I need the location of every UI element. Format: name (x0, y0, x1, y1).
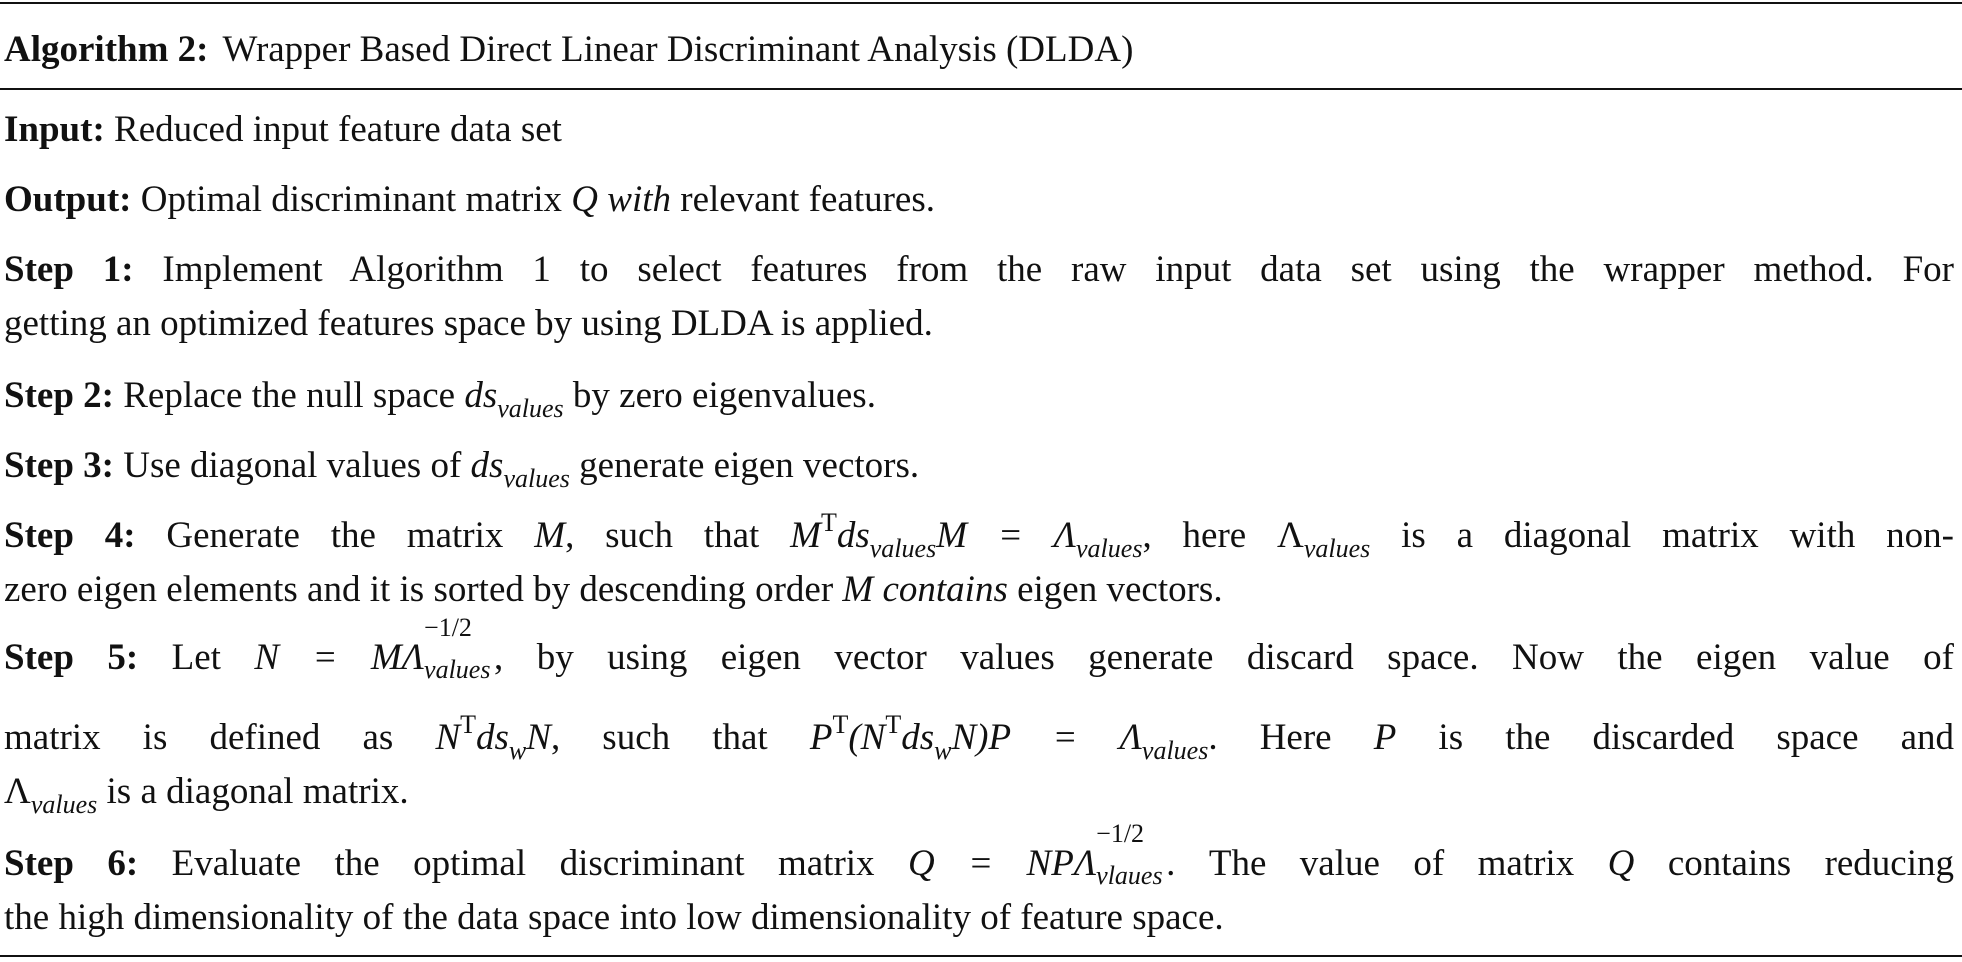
step2-sub: values (497, 394, 564, 423)
step1-text-1: Implement Algorithm 1 to select features from the raw input data set using the wrapper method. For (162, 249, 1955, 290)
step2-text-b: by zero eigenvalues. (572, 375, 876, 416)
header-rule (0, 88, 1962, 90)
step5-sup-t1: T (460, 710, 477, 739)
step4-math-eq: M = Λ (936, 515, 1077, 556)
step1-line1 (4, 246, 1954, 294)
step2-label: Step 2: (4, 375, 114, 416)
top-rule (0, 2, 1962, 4)
step5-line2-p: P (809, 717, 833, 758)
step4-sup-t: T (820, 508, 837, 537)
step5-supsub (424, 613, 494, 684)
step5-line3-b: is a diagonal matrix. (106, 771, 409, 812)
step6-text-2: the high dimensionality of the data space into low dimensionality of feature space. (4, 897, 1224, 938)
step5-line3-sub: values (30, 790, 98, 819)
step5-math: N = MΛ (254, 637, 425, 678)
step5-line2-f: is the discarded space and (1438, 717, 1955, 758)
input-label: Input: (4, 109, 105, 150)
step5-line2-b: , such that (550, 717, 768, 758)
step5-line2-e: . Here (1208, 717, 1332, 758)
step5-line3-a: Λ (4, 771, 31, 812)
step5-line1 (4, 613, 1954, 684)
step5-sup: −1/2 (424, 613, 472, 642)
step4-line1 (4, 508, 1955, 563)
step2-line (4, 372, 1954, 423)
step3-label: Step 3: (4, 445, 114, 486)
step6-supsub (1096, 819, 1166, 890)
step3-text-a: Use diagonal values of (123, 445, 462, 486)
step4-text-d: is a diagonal matrix with non- (1401, 515, 1955, 556)
step4-text-a: Generate the matrix (166, 515, 504, 556)
output-text-b: relevant features. (680, 179, 936, 220)
step4-label: Step 4: (4, 515, 136, 556)
step5-sub-values: values (1141, 736, 1209, 765)
step2-math: ds (464, 375, 498, 416)
step5-text-b: , by using eigen vector values generate discard space. Now the eigen value of (494, 637, 1954, 678)
step6-label: Step 6: (4, 843, 139, 884)
step6-text-a: Evaluate the optimal discriminant matrix (171, 843, 875, 884)
step1-line2 (4, 300, 1954, 348)
step4-line2-math: M contains (842, 569, 1008, 610)
algorithm-title (4, 26, 1133, 74)
step2-text-a: Replace the null space (123, 375, 456, 416)
step5-line2-ds: ds (476, 717, 509, 758)
step5-sup-t3: T (885, 710, 902, 739)
input-line (4, 106, 1954, 154)
step3-math: ds (470, 445, 504, 486)
step1-text-2: getting an optimized features space by using DLDA is applied. (4, 303, 933, 344)
step4-text-b: , such that (565, 515, 760, 556)
step6-text-b: . The value of matrix (1166, 843, 1575, 884)
output-math: Q with (571, 179, 672, 220)
algorithm-name: Wrapper Based Direct Linear Discriminant Analysis (DLDA) (222, 29, 1134, 70)
step5-label: Step 5: (4, 637, 139, 678)
step4-line2 (4, 566, 1954, 614)
step5-line2-ds2: ds (901, 717, 935, 758)
step5-text-a: Let (171, 637, 221, 678)
step6-math-q: Q (1607, 843, 1635, 884)
step4-math-m: M (534, 515, 566, 556)
step5-line2 (4, 710, 1955, 765)
step4-math-m2: M (790, 515, 821, 556)
step4-sub-values: values (869, 534, 937, 563)
step5-line2-d: N)P = Λ (951, 717, 1142, 758)
step5-line2-n2: N (526, 717, 551, 758)
step6-sub: vlaues (1096, 861, 1163, 890)
step4-text-c: , here Λ (1142, 515, 1304, 556)
output-text-a: Optimal discriminant matrix (140, 179, 563, 220)
step6-sup: −1/2 (1096, 819, 1145, 848)
step6-line2 (4, 894, 1954, 942)
bottom-rule (0, 955, 1962, 957)
algorithm-label: Algorithm 2: (4, 29, 209, 70)
step6-text-c: contains reducing (1667, 843, 1955, 884)
step4-line2-a: zero eigen elements and it is sorted by descending order (4, 569, 834, 610)
step5-line2-c: (N (848, 717, 886, 758)
step3-text-b: generate eigen vectors. (579, 445, 920, 486)
step6-math: Q = NPΛ (907, 843, 1097, 884)
step5-line2-p2: P (1373, 717, 1397, 758)
step5-sub: values (424, 655, 491, 684)
step1-label: Step 1: (4, 249, 134, 290)
output-label: Output: (4, 179, 132, 220)
step6-line1 (4, 819, 1955, 890)
step4-line2-b: eigen vectors. (1017, 569, 1223, 610)
output-line (4, 176, 1954, 224)
step3-line (4, 442, 1954, 493)
step5-sub-w2: w (934, 736, 952, 765)
step4-sub-values-3: values (1303, 534, 1371, 563)
input-text: Reduced input feature data set (114, 109, 562, 150)
step5-line3 (4, 768, 1954, 819)
step5-line2-a: matrix is defined as (4, 717, 394, 758)
step5-line2-n: N (435, 717, 461, 758)
step4-math-ds: ds (836, 515, 870, 556)
step5-sup-t2: T (832, 710, 849, 739)
step4-sub-values-2: values (1076, 534, 1143, 563)
step5-sub-w1: w (508, 736, 527, 765)
step3-sub: values (503, 464, 570, 493)
